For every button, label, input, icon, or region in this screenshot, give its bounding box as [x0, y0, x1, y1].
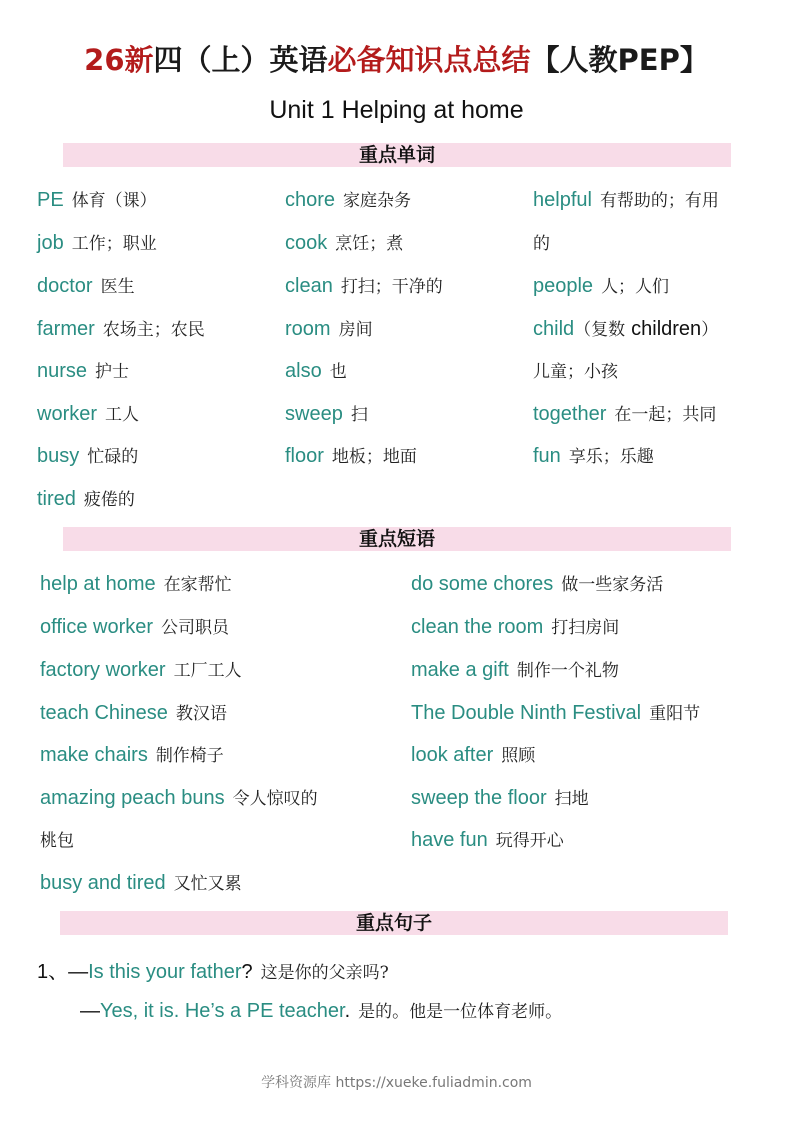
- title-part2: 四（上）英语: [153, 43, 328, 77]
- title-part3: 必备知识点总结: [327, 43, 531, 77]
- section-phrases-header: 重点短语: [63, 527, 731, 551]
- unit-heading: Unit 1 Helping at home: [269, 96, 524, 124]
- phrase-item: make a gift 制作一个礼物: [411, 659, 619, 681]
- word-item: together 在一起；共同: [533, 403, 717, 425]
- word-item: sweep 扫: [285, 403, 368, 425]
- word-item: also 也: [285, 360, 347, 382]
- word-item: fun 享乐；乐趣: [533, 445, 654, 467]
- phrase-item: busy and tired 又忙又累: [40, 872, 242, 894]
- section-sentences-header: 重点句子: [60, 911, 728, 935]
- phrase-item-continued: 桃包: [40, 831, 74, 851]
- phrase-item: office worker 公司职员: [40, 616, 230, 638]
- phrase-item: The Double Ninth Festival 重阳节: [411, 702, 701, 724]
- word-item: child（复数 children）: [533, 318, 719, 340]
- phrase-item: sweep the floor 扫地: [411, 787, 589, 809]
- word-item: chore 家庭杂务: [285, 189, 412, 211]
- word-item: farmer 农场主；农民: [37, 318, 205, 340]
- word-item: job 工作；职业: [37, 232, 157, 254]
- word-item: helpful 有帮助的；有用: [533, 189, 719, 211]
- phrase-item: clean the room 打扫房间: [411, 616, 620, 638]
- title-part1: 26新: [84, 43, 154, 77]
- sentence-answer: —Yes, it is. He’s a PE teacher. 是的。他是一位体育老师。: [80, 1000, 563, 1022]
- word-item: floor 地板；地面: [285, 445, 417, 467]
- word-item: cook 烹饪；煮: [285, 232, 404, 254]
- word-item: busy 忙碌的: [37, 445, 139, 467]
- word-item: PE 体育（课）: [37, 189, 157, 211]
- phrase-item: make chairs 制作椅子: [40, 744, 224, 766]
- word-item: people 人；人们: [533, 275, 670, 297]
- word-item: nurse 护士: [37, 360, 130, 382]
- footer-watermark: 学科资源库 https://xueke.fuliadmin.com: [261, 1075, 532, 1091]
- phrase-item: do some chores 做一些家务活: [411, 573, 664, 595]
- word-item: clean 打扫；干净的: [285, 275, 443, 297]
- word-item: worker 工人: [37, 403, 140, 425]
- section-words-header: 重点单词: [63, 143, 731, 167]
- phrase-item: teach Chinese 教汉语: [40, 702, 227, 724]
- word-item: room 房间: [285, 318, 373, 340]
- phrase-item: amazing peach buns 令人惊叹的: [40, 787, 318, 809]
- document-title: [0, 38, 793, 79]
- phrase-item: help at home 在家帮忙: [40, 573, 232, 595]
- sentence-question: 1、—Is this your father? 这是你的父亲吗?: [37, 961, 389, 983]
- title-part4: 【人教PEP】: [530, 43, 709, 77]
- phrase-item: have fun 玩得开心: [411, 829, 564, 851]
- phrase-item: look after 照顾: [411, 744, 536, 766]
- word-item-continued: 的: [533, 234, 550, 254]
- word-item: doctor 医生: [37, 275, 135, 297]
- word-item: tired 疲倦的: [37, 488, 135, 510]
- word-item-continued: 儿童；小孩: [533, 362, 618, 382]
- phrase-item: factory worker 工厂工人: [40, 659, 242, 681]
